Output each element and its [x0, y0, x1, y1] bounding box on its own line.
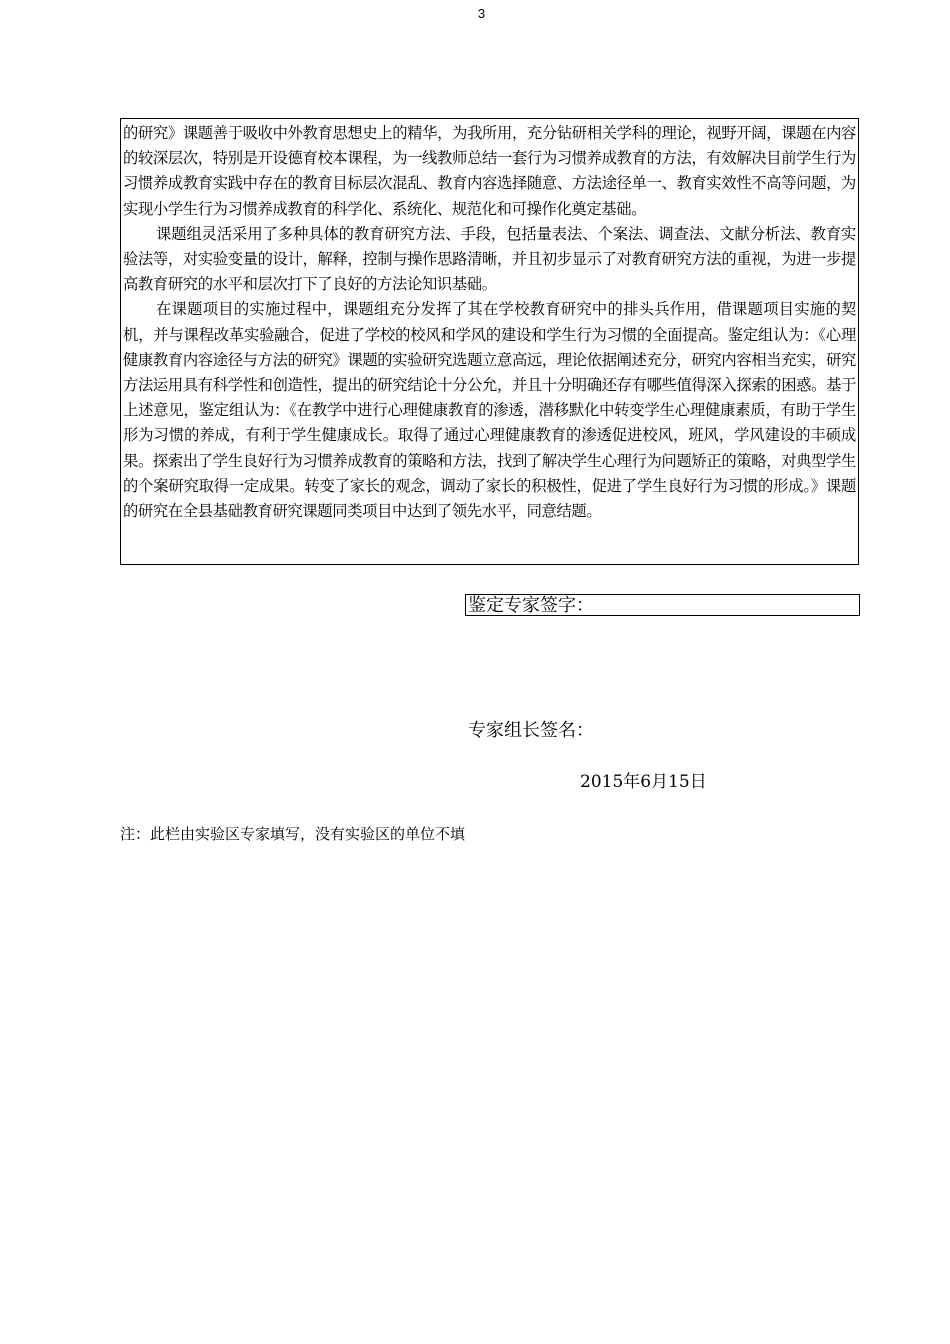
- signature-date: 2015年6月15日: [580, 772, 707, 792]
- expert-signature-field: 鉴定专家签字：: [465, 594, 860, 616]
- leader-signature-label: 专家组长签名：: [468, 720, 594, 741]
- footnote: 注：此栏由实验区专家填写，没有实验区的单位不填: [120, 825, 466, 843]
- appraisal-opinion-box: [120, 118, 859, 565]
- paragraph-2: 课题组灵活采用了多种具体的教育研究方法、手段，包括量表法、个案法、调查法、文献分析法、教育实验法等，对实验变量的设计，解释，控制与操作思路清晰，并且初步显示了对教育研究方法的重视，为进一步提高教育研究的水平和层次打下了良好的方法论知识基础。: [123, 224, 856, 294]
- page-number: 3: [477, 6, 486, 21]
- paragraph-3: 在课题项目的实施过程中，课题组充分发挥了其在学校教育研究中的排头兵作用，借课题项目实施的契机，并与课程改革实验融合，促进了学校的校风和学风的建设和学生行为习惯的全面提高。鉴定组认为：《心理健康教育内容途径与方法的研究》课题的实验研究选题立意高远，理论依据阐述充分，研究内容相当充实，研究方法运用具有科学性和创造性，提出的研究结论十分公允，并且十分明确还存有哪些值得深入探索的困惑。基于上述意见，鉴定组认为：《在教学中进行心理健康教育的渗透，潜移默化中转变学生心理健康素质，有助于学生形为习惯的养成，有利于学生健康成长。取得了通过心理健康教育的渗透促进校风，班风，学风建设的丰硕成果。探索出了学生良好行为习惯养成教育的策略和方法，找到了解决学生心理行为问题矫正的策略，对典型学生的个案研究取得一定成果。转变了家长的观念，调动了家长的积极性，促进了学生良好行为习惯的形成。》课题的研究在全县基础教育研究课题同类项目中达到了领先水平，同意结题。: [123, 300, 856, 521]
- paragraph-1: 的研究》课题善于吸收中外教育思想史上的精华，为我所用，充分钻研相关学科的理论，视野开阔，课题在内容的较深层次，特别是开设德育校本课程，为一线教师总结一套行为习惯养成教育的方法，有效解决目前学生行为习惯养成教育实践中存在的教育目标层次混乱、教育内容选择随意、方法途径单一、教育实效性不高等问题，为实现小学生行为习惯养成教育的科学化、系统化、规范化和可操作化奠定基础。: [123, 124, 856, 218]
